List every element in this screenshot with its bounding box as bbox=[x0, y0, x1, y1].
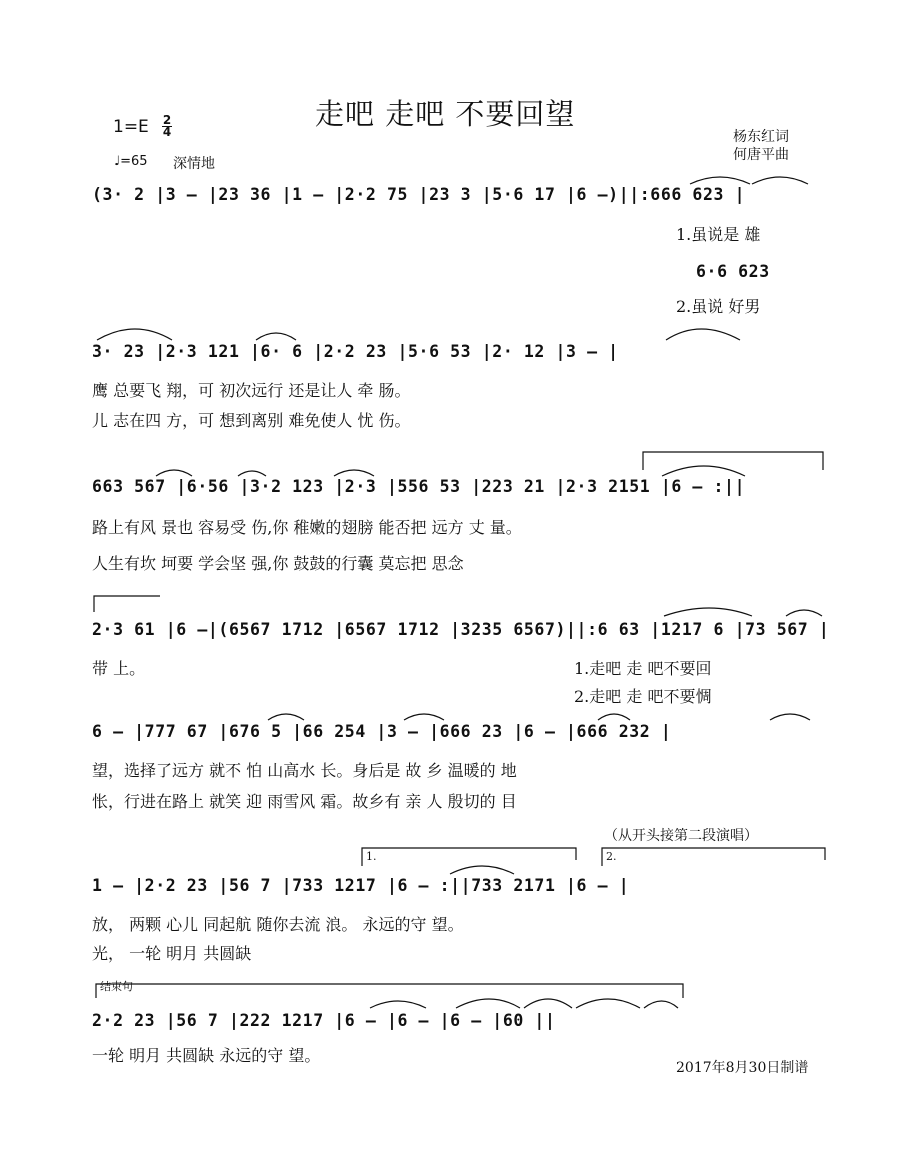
lyric-row-2-verse-2: 儿 志在四 方，可 想到离别 难免使人 忧 伤。 bbox=[92, 411, 411, 430]
music-row-5: 6 – |777 67 |676 5 |66 254 |3 – |666 23 |6 – |666 232 | bbox=[92, 722, 672, 741]
slur-10 bbox=[664, 608, 752, 616]
transcription-date: 2017年8月30日制谱 bbox=[676, 1060, 809, 1076]
lyric-row-6-verse-1: 放， 两颗 心儿 同起航 随你去流 浪。 永远的守 望。 bbox=[92, 915, 464, 934]
slur-4 bbox=[256, 333, 296, 340]
ending-label: 结束句 bbox=[100, 980, 133, 993]
lyric-row-5-verse-1: 望，选择了远方 就不 怕 山高水 长。身后是 故 乡 温暖的 地 bbox=[92, 761, 517, 780]
lyric-row-7: 一轮 明月 共圆缺 永远的守 望。 bbox=[92, 1046, 321, 1065]
lyric-row-3-verse-1: 路上有风 景也 容易受 伤,你 稚嫩的翅膀 能否把 远方 丈 量。 bbox=[92, 518, 522, 537]
volta-bracket-row-6-second bbox=[602, 848, 825, 866]
slur-21 bbox=[644, 1001, 678, 1008]
slur-17 bbox=[370, 1001, 426, 1008]
volta-bracket-row-6-first bbox=[362, 848, 576, 866]
slur-20 bbox=[576, 999, 640, 1008]
music-row-1b: 6·6 623 bbox=[696, 262, 770, 281]
lyric-row-6-verse-2: 光， 一轮 明月 共圆缺 bbox=[92, 944, 252, 963]
lyric-row-4-verse-1: 带 上。 bbox=[92, 659, 146, 678]
lyric-row-5-verse-2: 怅，行进在路上 就笑 迎 雨雪风 霜。故乡有 亲 人 殷切的 目 bbox=[92, 792, 517, 811]
slur-7 bbox=[238, 471, 266, 476]
da-capo-note: （从开头接第二段演唱） bbox=[604, 828, 758, 844]
composer-credit: 何唐平曲 bbox=[733, 147, 789, 163]
slur-14 bbox=[598, 714, 630, 720]
slur-8 bbox=[334, 470, 374, 476]
slur-15 bbox=[770, 714, 810, 720]
volta-second-label: 2. bbox=[606, 850, 617, 863]
music-row-3: 663 567 |6·56 |3·2 123 |2·3 |556 53 |223 21 |2·3 2151 |6 – :|| bbox=[92, 477, 746, 496]
ending-bracket bbox=[96, 984, 683, 998]
song-title: 走吧 走吧 不要回望 bbox=[315, 97, 576, 131]
meter-top: 2 bbox=[162, 113, 172, 127]
music-row-7: 2·2 23 |56 7 |222 1217 |6 – |6 – |6 – |60 || bbox=[92, 1011, 556, 1030]
slur-13 bbox=[404, 714, 444, 720]
slur-19 bbox=[524, 999, 572, 1008]
music-row-1: (3· 2 |3 – |23 36 |1 – |2·2 75 |23 3 |5·6 17 |6 –)||:666 623 | bbox=[92, 185, 746, 204]
expression-mark: 深情地 bbox=[173, 156, 215, 172]
key-signature: 1=E bbox=[113, 117, 149, 137]
lyric-row-4-chorus-1: 1.走吧 走 吧不要回 bbox=[574, 659, 712, 678]
lyric-row-3-verse-2: 人生有坎 坷要 学会坚 强,你 鼓鼓的行囊 莫忘把 思念 bbox=[92, 554, 464, 573]
lyricist-credit: 杨东红词 bbox=[733, 129, 789, 145]
lyric-row-1-verse-1: 1.虽说是 雄 bbox=[676, 225, 761, 244]
slur-1 bbox=[690, 177, 750, 184]
volta-bracket-row-4 bbox=[94, 596, 160, 612]
tempo-mark: ♩=65 bbox=[114, 154, 148, 169]
lyric-row-2-verse-1: 鹰 总要飞 翔，可 初次远行 还是让人 牵 肠。 bbox=[92, 381, 411, 400]
meter-bottom: 4 bbox=[162, 125, 172, 139]
music-row-6: 1 – |2·2 23 |56 7 |733 1217 |6 – :||733 2171 |6 – | bbox=[92, 876, 630, 895]
lyric-row-1-verse-2: 2.虽说 好男 bbox=[676, 297, 761, 316]
music-row-4: 2·3 61 |6 –|(6567 1712 |6567 1712 |3235 6567)||:6 63 |1217 6 |73 567 | bbox=[92, 620, 830, 639]
slur-16 bbox=[450, 866, 514, 874]
music-row-2: 3· 23 |2·3 121 |6· 6 |2·2 23 |5·6 53 |2· 12 |3 – | bbox=[92, 342, 619, 361]
lyric-row-4-chorus-2: 2.走吧 走 吧不要惆 bbox=[574, 687, 712, 706]
slur-6 bbox=[156, 470, 192, 476]
volta-bracket-row-3 bbox=[643, 452, 823, 470]
slur-18 bbox=[456, 999, 520, 1008]
slur-12 bbox=[268, 714, 304, 720]
slur-11 bbox=[786, 610, 822, 616]
slur-3 bbox=[97, 329, 172, 340]
volta-first-label: 1. bbox=[366, 850, 377, 863]
slur-5 bbox=[666, 329, 740, 340]
slur-2 bbox=[752, 177, 808, 184]
slur-9 bbox=[662, 466, 745, 476]
